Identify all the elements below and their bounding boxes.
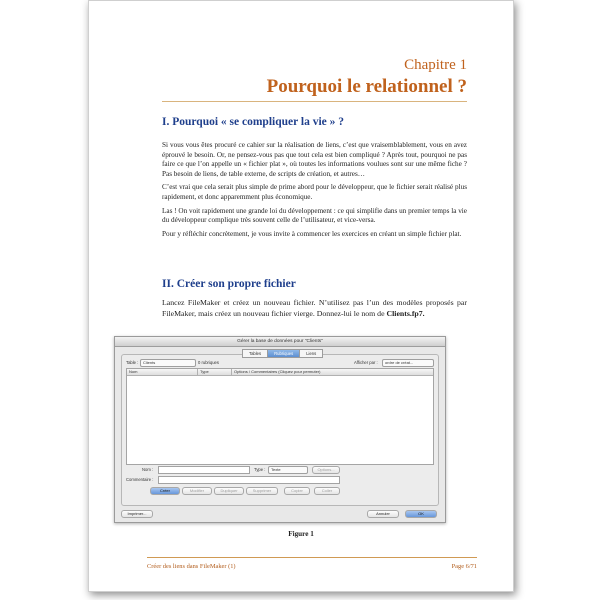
paste-button[interactable]: Coller <box>314 487 340 495</box>
display-label: Afficher par : <box>354 360 378 365</box>
table-label: Table : <box>126 360 139 365</box>
section1-body <box>162 141 467 243</box>
delete-button[interactable]: Supprimer <box>246 487 278 495</box>
field-count: 0 rubriques <box>198 360 219 365</box>
document-page <box>88 0 514 592</box>
chapter-title: Pourquoi le relationnel ? <box>266 76 467 97</box>
tab-links[interactable]: Liens <box>299 349 323 358</box>
column-options[interactable]: Options / Commentaires (Cliquez pour permuter) <box>234 369 321 374</box>
column-type[interactable]: Type <box>200 369 209 374</box>
tab-fields[interactable]: Rubriques <box>267 349 300 358</box>
fields-list-header <box>127 369 433 376</box>
chapter-number: Chapitre 1 <box>404 57 467 73</box>
table-select[interactable]: Clients <box>140 359 196 367</box>
column-name[interactable]: Nom <box>129 369 138 374</box>
filemaker-dialog-screenshot <box>114 336 446 523</box>
cancel-button[interactable]: Annuler <box>367 510 399 518</box>
table-row-controls <box>126 359 434 367</box>
figure-caption: Figure 1 <box>288 530 314 538</box>
paragraph: Pour y réfléchir concrètement, je vous invite à commencer les exercices en créant un simple fichier plat. <box>162 229 462 238</box>
modify-button[interactable]: Modifier <box>182 487 212 495</box>
footer-title: Créer des liens dans FileMaker (1) <box>147 563 236 570</box>
name-field[interactable] <box>158 466 250 474</box>
paragraph: C’est vrai que cela serait plus simple de prime abord pour le développeur, que le fichier serait réalisé plus rapidement, et donc apparemment plus économique. <box>162 183 467 201</box>
type-select[interactable]: Texte <box>268 466 308 474</box>
dialog-title: Gérer la base de données pour "Clients" <box>115 337 445 347</box>
dialog-panel <box>121 354 439 506</box>
print-button[interactable]: Imprimer... <box>121 510 153 518</box>
column-separator <box>197 369 198 375</box>
tab-tables[interactable]: Tables <box>242 349 268 358</box>
chapter-rule <box>162 101 467 102</box>
options-button[interactable]: Options... <box>312 466 340 474</box>
copy-button[interactable]: Copier <box>284 487 310 495</box>
display-select[interactable]: ordre de créat... <box>382 359 434 367</box>
comment-field[interactable] <box>158 476 340 484</box>
section2-heading: II. Créer son propre fichier <box>162 278 296 290</box>
fields-list[interactable] <box>126 368 434 465</box>
filename: Clients.fp7. <box>386 308 425 318</box>
footer-rule <box>147 557 477 558</box>
dialog-tabs <box>243 349 323 358</box>
paragraph: Las ! On voit rapidement une grande loi du développement : ce qui simplifie dans un premier temps la vie du développeur complique très souvent celle de l’utilisateur, et vice-versa. <box>162 206 467 225</box>
chapter-header <box>267 57 467 98</box>
comment-label: Commentaire : <box>126 477 154 482</box>
section2-text: Lancez FileMaker et créez un nouveau fichier. N’utilisez pas l’un des modèles proposés par FileMaker, mais créez un nouveau fichier vierge. Donnez-lui le nom de <box>162 298 467 318</box>
section1-heading: I. Pourquoi « se compliquer la vie » ? <box>162 116 344 128</box>
ok-button[interactable]: OK <box>405 510 437 518</box>
column-separator <box>231 369 232 375</box>
type-label: Type : <box>254 467 266 472</box>
duplicate-button[interactable]: Dupliquer <box>214 487 244 495</box>
section2-body <box>162 298 467 319</box>
name-label: Nom : <box>142 467 154 472</box>
paragraph: Si vous vous êtes procuré ce cahier sur la réalisation de liens, c’est que vraisemblablement, vous en avez éprouvé le besoin. Or, ne pensez-vous pas que tout cela est bien compliqué ? Après tout, pourquoi ne pas faire ce que l’on appelle un « fichier plat », où toutes les informations voulues sont sur une même fiche ? Pas besoin de liens, de table externe, de scripts de création, et autres… <box>162 141 467 178</box>
create-button[interactable]: Créer <box>150 487 180 495</box>
page-number: Page 6/71 <box>451 563 477 570</box>
